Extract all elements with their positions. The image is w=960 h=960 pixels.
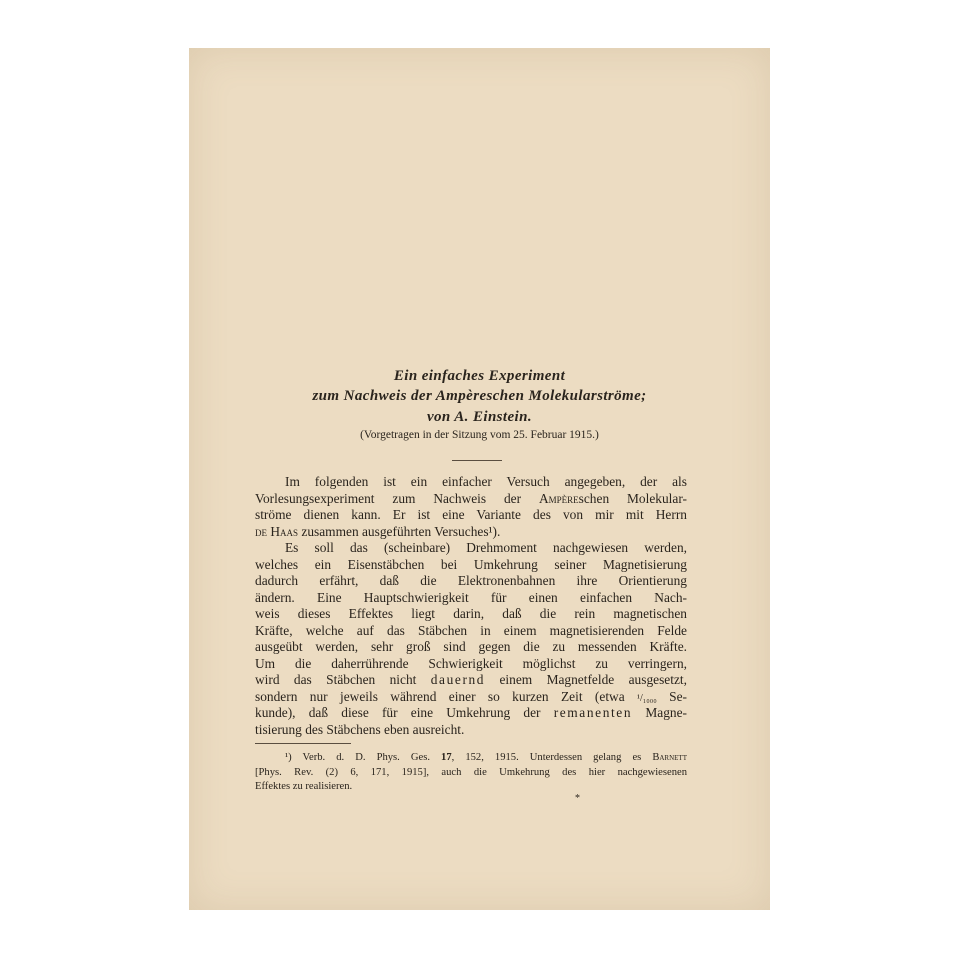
footnote-line-1: ¹) Verb. d. D. Phys. Ges. 17, 152, 1915. Unterdessen gelang es Barnett <box>285 752 687 763</box>
footnote-line-3: Effektes zu realisieren. <box>255 781 353 792</box>
p1-line-2: Vorlesungsexperiment zum Nachweis der Ampèreschen Molekular- <box>255 490 687 506</box>
p2-line-1: Es soll das (scheinbare) Drehmoment nachgewiesen werden, <box>285 540 687 555</box>
footnote-line-2: [Phys. Rev. (2) 6, 171, 1915], auch die Umkehrung des hier nachgewiesenen <box>255 766 687 778</box>
p2-line-4: ändern. Eine Hauptschwierigkeit für einen einfachen Nach- <box>255 589 687 605</box>
p1-line-3: ströme dienen kann. Er ist eine Variante des von mir mit Herrn <box>255 507 687 522</box>
title-line-2: zum Nachweis der Ampèreschen Molekularströme; <box>312 388 647 404</box>
p1-line-1: Im folgenden ist ein einfacher Versuch angegeben, der als <box>285 474 687 489</box>
footnote <box>255 751 687 795</box>
p2-line-11: kunde), daß diese für eine Umkehrung der remanenten Magne- <box>255 705 687 720</box>
p2-line-9: wird das Stäbchen nicht dauernd einem Magnetfelde ausgesetzt, <box>255 672 687 687</box>
p2-line-8: Um die daherrührende Schwierigkeit möglichst zu verringern, <box>255 655 687 671</box>
author-line: von A. Einstein. <box>426 409 533 425</box>
signature-mark: * <box>575 793 580 804</box>
document-page <box>189 48 770 910</box>
p2-line-3: dadurch erfährt, daß die Elektronenbahnen ihre Orientierung <box>255 573 687 588</box>
p2-line-12: tisierung des Stäbchens eben ausreicht. <box>255 721 465 737</box>
body-text <box>255 474 687 738</box>
p2-line-7: ausgeübt werden, sehr groß sind gegen die zu messenden Kräfte. <box>255 639 687 654</box>
p2-line-10: sondern nur jeweils während einer so kurzen Zeit (etwa ¹/₁₀₀₀ Se- <box>255 688 687 704</box>
title-line-1: Ein einfaches Experiment <box>393 368 566 384</box>
p2-line-6: Kräfte, welche auf das Stäbchen in einem magnetisierenden Felde <box>255 622 687 638</box>
p2-line-2: welches ein Eisenstäbchen bei Umkehrung seiner Magnetisierung <box>255 556 687 572</box>
p2-line-5: weis dieses Effektes liegt darin, daß die rein magnetischen <box>255 606 687 621</box>
footnote-divider <box>255 743 351 744</box>
title-divider <box>452 460 502 461</box>
session-note: (Vorgetragen in der Sitzung vom 25. Februar 1915.) <box>360 429 599 441</box>
p1-line-4: de Haas zusammen ausgeführten Versuches¹). <box>255 523 501 539</box>
